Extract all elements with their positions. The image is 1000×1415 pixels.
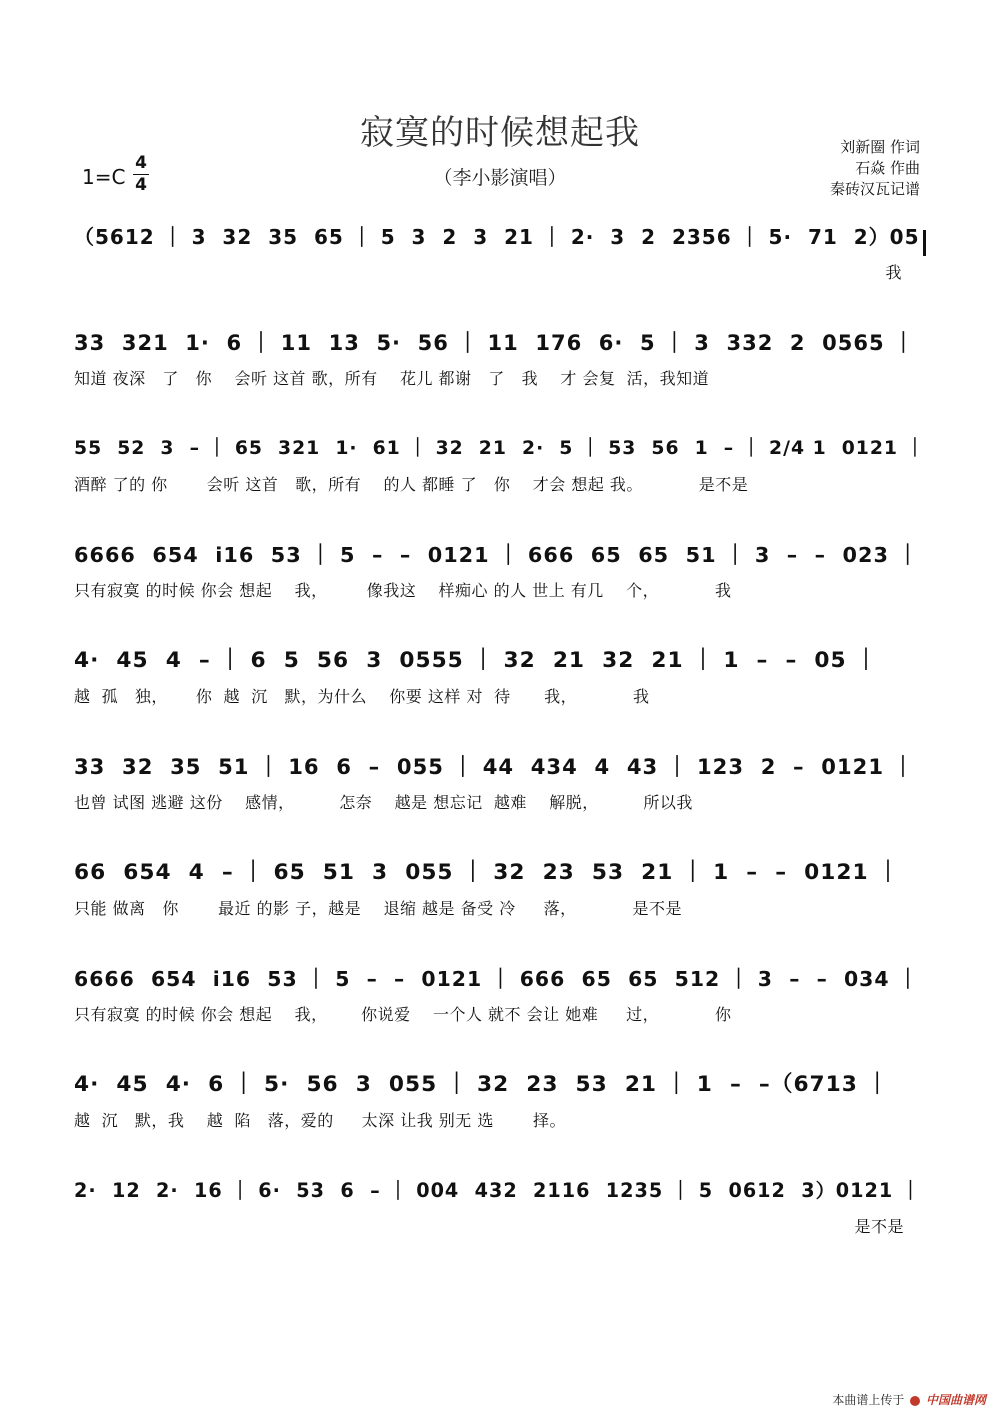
time-signature-top: 4 <box>135 153 147 173</box>
singer-credit: （李小影演唱） <box>433 167 567 189</box>
composer-credit: 石焱 作曲 <box>855 159 920 177</box>
lyric-line: 越 孤 独， 你 越 沉 默，为什么 你要 这样 对 待 我， 我 <box>74 687 650 706</box>
notation-line: 55 52 3 – ｜ 65 321 1· 61 ｜ 32 21 2· 5 ｜ 53 56 1 – ｜ 2/4 1 0121 ｜ <box>74 438 926 459</box>
notation-line: 6666 654 i16 53 ｜ 5 – – 0121 ｜ 666 65 65 512 ｜ 3 – – 034 ｜ <box>74 967 920 991</box>
notation-line: （5612 ｜ 3 32 35 65 ｜ 5 3 2 3 21 ｜ 2· 3 2 2356 ｜ 5· 71 2）05 <box>74 225 920 249</box>
notation-line: 33 32 35 51 ｜ 16 6 – 055 ｜ 44 434 4 43 ｜ 123 2 – 0121 ｜ <box>74 754 915 779</box>
site-logo-icon <box>910 1396 920 1406</box>
lyric-line: 我 <box>885 263 902 282</box>
footer-upload-text: 本曲谱上传于 <box>832 1393 905 1407</box>
footer-site-name[interactable]: 中国曲谱网 <box>925 1393 986 1407</box>
notation-line: 4· 45 4· 6 ｜ 5· 56 3 055 ｜ 32 23 53 21 ｜ 1 – –（6713 ｜ <box>74 1072 890 1097</box>
notation-line: 66 654 4 – ｜ 65 51 3 055 ｜ 32 23 53 21 ｜ 1 – – 0121 ｜ <box>74 860 900 885</box>
end-barline <box>923 230 926 256</box>
lyric-line: 只有寂寞 的时候 你会 想起 我， 你说爱 一个人 就不 会让 她难 过， 你 <box>74 1005 732 1024</box>
footer <box>832 1391 986 1408</box>
lyric-line: 只有寂寞 的时候 你会 想起 我， 像我这 样痴心 的人 世上 有几 个， 我 <box>74 581 732 600</box>
transcriber-credit: 秦砖汉瓦记谱 <box>829 180 920 198</box>
notation-line: 4· 45 4 – ｜ 6 5 56 3 0555 ｜ 32 21 32 21 ｜ 1 – – 05 ｜ <box>74 648 878 673</box>
lyric-line: 是不是 <box>854 1217 904 1236</box>
page-title: 寂寞的时候想起我 <box>360 113 640 153</box>
lyric-line: 也曾 试图 逃避 这份 感情， 怎奈 越是 想忘记 越难 解脱， 所以我 <box>74 793 693 812</box>
lyric-line: 酒醉 了的 你 会听 这首 歌，所有 的人 都睡 了 你 才会 想起 我。 是不是 <box>74 475 749 494</box>
key-signature: 1=C <box>82 165 126 189</box>
notation-line: 6666 654 i16 53 ｜ 5 – – 0121 ｜ 666 65 65 51 ｜ 3 – – 023 ｜ <box>74 543 920 567</box>
notation-line: 33 321 1· 6 ｜ 11 13 5· 56 ｜ 11 176 6· 5 ｜ 3 332 2 0565 ｜ <box>74 331 915 355</box>
time-signature <box>133 154 149 195</box>
lyric-line: 只能 做离 你 最近 的影 子，越是 退缩 越是 备受 冷 落， 是不是 <box>74 899 683 918</box>
lyric-line: 越 沉 默，我 越 陷 落，爱的 太深 让我 别无 选 择。 <box>74 1111 566 1130</box>
time-signature-bottom: 4 <box>135 175 147 195</box>
lyric-line: 知道 夜深 了 你 会听 这首 歌，所有 花儿 都谢 了 我 才 会复 活，我知道 <box>74 369 710 388</box>
lyricist-credit: 刘新圈 作词 <box>840 138 920 156</box>
notation-line: 2· 12 2· 16 ｜ 6· 53 6 – ｜ 004 432 2116 1235 ｜ 5 0612 3）0121 ｜ <box>74 1179 922 1202</box>
